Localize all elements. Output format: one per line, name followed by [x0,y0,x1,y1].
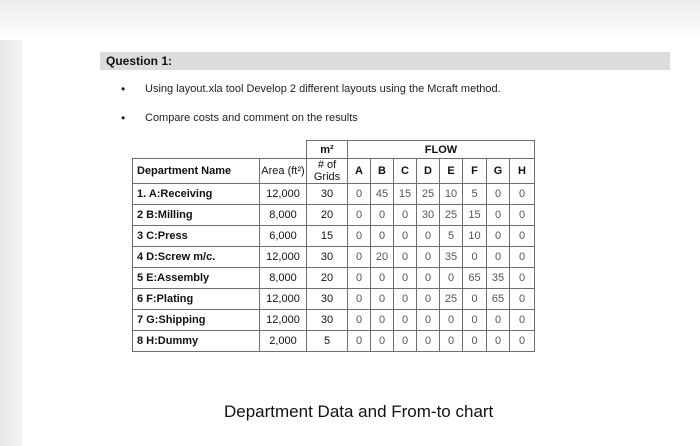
flow-cell: 0 [348,205,371,226]
flow-cell: 0 [487,226,510,247]
flow-cell: 65 [463,268,487,289]
col-header-flow-e: E [440,159,463,184]
flow-cell: 15 [463,205,487,226]
col-header-flow-d: D [417,159,440,184]
flow-cell: 5 [463,184,487,205]
table-caption: Department Data and From-to chart [224,402,494,421]
flow-cell: 0 [394,268,417,289]
area-cell: 12,000 [260,310,307,331]
flow-cell: 0 [371,331,394,352]
flow-cell: 0 [463,310,487,331]
flow-cell: 25 [417,184,440,205]
flow-cell: 0 [510,268,535,289]
flow-header: FLOW [348,141,535,159]
area-cell: 6,000 [260,226,307,247]
table-row [133,226,535,247]
col-header-flow-b: B [371,159,394,184]
col-header-grids: # of Grids [307,159,348,184]
col-header-flow-a: A [348,159,371,184]
flow-cell: 0 [487,205,510,226]
table-row [133,289,535,310]
bullet-dot-icon: • [121,111,126,125]
bullet-text-2: Compare costs and comment on the results [145,112,358,124]
flow-cell: 10 [463,226,487,247]
dept-name: 3 C:Press [133,226,260,247]
flow-cell: 0 [510,184,535,205]
area-cell: 8,000 [260,268,307,289]
flow-cell: 25 [440,205,463,226]
col-header-flow-c: C [394,159,417,184]
flow-cell: 10 [440,184,463,205]
flow-cell: 30 [417,205,440,226]
flow-cell: 0 [510,205,535,226]
flow-cell: 0 [371,205,394,226]
grids-cell: 20 [307,205,348,226]
dept-name: 8 H:Dummy [133,331,260,352]
table-row [133,268,535,289]
flow-cell: 0 [510,331,535,352]
flow-cell: 0 [371,226,394,247]
flow-cell: 0 [417,226,440,247]
grids-cell: 30 [307,310,348,331]
flow-cell: 0 [510,289,535,310]
flow-cell: 0 [394,289,417,310]
flow-cell: 0 [510,310,535,331]
flow-cell: 0 [394,226,417,247]
left-edge-shade [0,0,22,446]
grids-cell: 15 [307,226,348,247]
col-header-flow-g: G [487,159,510,184]
flow-cell: 0 [348,331,371,352]
dept-name: 2 B:Milling [133,205,260,226]
area-cell: 12,000 [260,289,307,310]
grids-cell: 30 [307,184,348,205]
flow-cell: 0 [440,310,463,331]
flow-cell: 0 [463,247,487,268]
flow-cell: 0 [487,247,510,268]
col-header-flow-h: H [510,159,535,184]
flow-cell: 0 [394,247,417,268]
flow-cell: 0 [463,331,487,352]
area-cell: 12,000 [260,247,307,268]
col-header-flow-f: F [463,159,487,184]
flow-cell: 5 [440,226,463,247]
grids-cell: 20 [307,268,348,289]
top-edge-shade [0,0,700,40]
flow-cell: 0 [371,268,394,289]
flow-cell: 35 [440,247,463,268]
flow-cell: 0 [348,247,371,268]
col-header-area: Area (ft²) [260,159,307,184]
grids-cell: 5 [307,331,348,352]
flow-cell: 0 [440,331,463,352]
table-row [133,247,535,268]
table-row [133,184,535,205]
flow-cell: 0 [417,310,440,331]
table-header-row [133,159,535,184]
flow-cell: 15 [394,184,417,205]
flow-cell: 0 [394,331,417,352]
area-cell: 12,000 [260,184,307,205]
flow-cell: 35 [487,268,510,289]
flow-cell: 0 [417,331,440,352]
area-cell: 2,000 [260,331,307,352]
unit-header: m² [307,141,348,159]
flow-cell: 0 [487,310,510,331]
flow-cell: 0 [417,289,440,310]
flow-cell: 0 [348,226,371,247]
flow-cell: 0 [417,247,440,268]
department-data-table [132,140,535,352]
grids-cell: 30 [307,247,348,268]
flow-cell: 0 [394,310,417,331]
col-header-name: Department Name [133,159,260,184]
table-row [133,205,535,226]
flow-cell: 0 [510,226,535,247]
question-header-bar [100,52,670,70]
bullet-dot-icon: • [121,82,126,96]
flow-cell: 0 [487,331,510,352]
flow-cell: 65 [487,289,510,310]
dept-name: 4 D:Screw m/c. [133,247,260,268]
dept-name: 7 G:Shipping [133,310,260,331]
flow-cell: 0 [487,184,510,205]
flow-cell: 0 [371,289,394,310]
flow-cell: 0 [348,184,371,205]
flow-cell: 0 [348,268,371,289]
flow-cell: 0 [440,268,463,289]
flow-cell: 0 [510,247,535,268]
flow-cell: 0 [348,289,371,310]
grids-cell: 30 [307,289,348,310]
flow-cell: 25 [440,289,463,310]
flow-cell: 45 [371,184,394,205]
flow-cell: 0 [348,310,371,331]
table-row [133,310,535,331]
dept-name: 6 F:Plating [133,289,260,310]
table-row [133,331,535,352]
area-cell: 8,000 [260,205,307,226]
dept-name: 1. A:Receiving [133,184,260,205]
table-header-row-top [133,141,535,159]
flow-cell: 0 [417,268,440,289]
bullet-text-1: Using layout.xla tool Develop 2 different layouts using the Mcraft method. [145,83,501,95]
flow-cell: 20 [371,247,394,268]
flow-cell: 0 [371,310,394,331]
question-title: Question 1: [106,54,173,68]
header-blank-cell [133,141,307,159]
flow-cell: 0 [463,289,487,310]
flow-cell: 0 [394,205,417,226]
dept-name: 5 E:Assembly [133,268,260,289]
